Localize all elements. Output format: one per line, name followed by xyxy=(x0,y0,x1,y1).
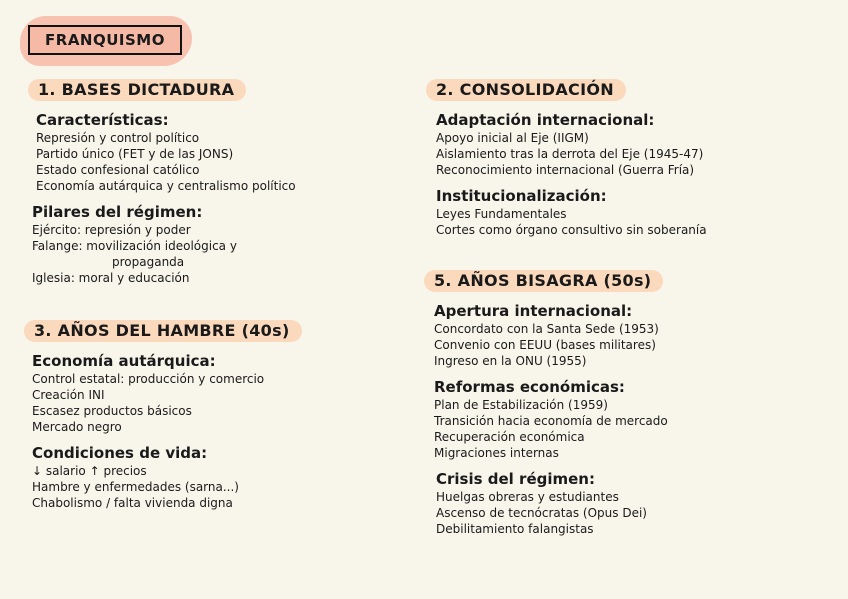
block-economia-autarquica xyxy=(24,352,302,435)
section-heading: 1. BASES DICTADURA xyxy=(28,79,246,101)
list-item: Escasez productos básicos xyxy=(32,404,192,418)
block-adaptacion-internacional xyxy=(426,111,707,178)
list-item: Migraciones internas xyxy=(434,446,559,460)
block-subtitle: Adaptación internacional: xyxy=(436,111,655,129)
list-item: Aislamiento tras la derrota del Eje (1945-47) xyxy=(436,147,704,161)
list-item: Ascenso de tecnócratas (Opus Dei) xyxy=(436,506,647,520)
list-item: Estado confesional católico xyxy=(36,163,200,177)
list-item: Chabolismo / falta vivienda digna xyxy=(32,496,233,510)
block-subtitle: Economía autárquica: xyxy=(32,352,216,370)
block-institucionalizacion xyxy=(426,187,707,238)
list-item: Huelgas obreras y estudiantes xyxy=(436,490,619,504)
section-heading: 3. AÑOS DEL HAMBRE (40s) xyxy=(24,320,302,342)
list-item: Debilitamiento falangistas xyxy=(436,522,594,536)
block-subtitle: Apertura internacional: xyxy=(434,302,633,320)
list-item: Represión y control político xyxy=(36,131,200,145)
list-item: Plan de Estabilización (1959) xyxy=(434,398,608,412)
list-item: Creación INI xyxy=(32,388,105,402)
list-item: Ingreso en la ONU (1955) xyxy=(434,354,587,368)
list-item: Mercado negro xyxy=(32,420,122,434)
section-heading: 2. CONSOLIDACIÓN xyxy=(426,79,626,101)
list-item: propaganda xyxy=(112,255,185,269)
block-subtitle: Características: xyxy=(36,111,169,129)
list-item: Iglesia: moral y educación xyxy=(32,271,190,285)
list-item: Reconocimiento internacional (Guerra Fría) xyxy=(436,163,695,177)
block-crisis-del-regimen xyxy=(424,470,668,537)
list-item: Partido único (FET y de las JONS) xyxy=(36,147,234,161)
section-anos-del-hambre xyxy=(24,320,302,511)
section-bases-dictadura xyxy=(28,79,296,286)
list-item: Cortes como órgano consultivo sin soberanía xyxy=(436,223,707,237)
list-item: ↓ salario ↑ precios xyxy=(32,464,147,478)
block-subtitle: Institucionalización: xyxy=(436,187,607,205)
list-item: Economía autárquica y centralismo político xyxy=(36,179,296,193)
block-subtitle: Reformas económicas: xyxy=(434,378,625,396)
block-pilares xyxy=(28,203,296,286)
list-item: Falange: movilización ideológica y xyxy=(32,239,237,253)
page-title: FRANQUISMO xyxy=(28,25,182,55)
block-subtitle: Condiciones de vida: xyxy=(32,444,208,462)
block-condiciones-de-vida xyxy=(24,444,302,511)
section-heading: 5. AÑOS BISAGRA (50s) xyxy=(424,270,663,292)
title-highlight xyxy=(20,16,192,66)
block-subtitle: Pilares del régimen: xyxy=(32,203,203,221)
block-reformas-economicas xyxy=(424,378,668,461)
list-item: Concordato con la Santa Sede (1953) xyxy=(434,322,659,336)
list-item: Ejército: represión y poder xyxy=(32,223,191,237)
list-item: Leyes Fundamentales xyxy=(436,207,567,221)
list-item: Transición hacia economía de mercado xyxy=(434,414,668,428)
list-item: Convenio con EEUU (bases militares) xyxy=(434,338,656,352)
list-item: Recuperación económica xyxy=(434,430,585,444)
list-item: Control estatal: producción y comercio xyxy=(32,372,265,386)
section-consolidacion xyxy=(426,79,707,238)
list-item: Apoyo inicial al Eje (IIGM) xyxy=(436,131,589,145)
block-caracteristicas xyxy=(28,111,296,194)
block-subtitle: Crisis del régimen: xyxy=(436,470,595,488)
block-apertura-internacional xyxy=(424,302,668,369)
section-anos-bisagra xyxy=(424,270,668,537)
list-item: Hambre y enfermedades (sarna...) xyxy=(32,480,239,494)
